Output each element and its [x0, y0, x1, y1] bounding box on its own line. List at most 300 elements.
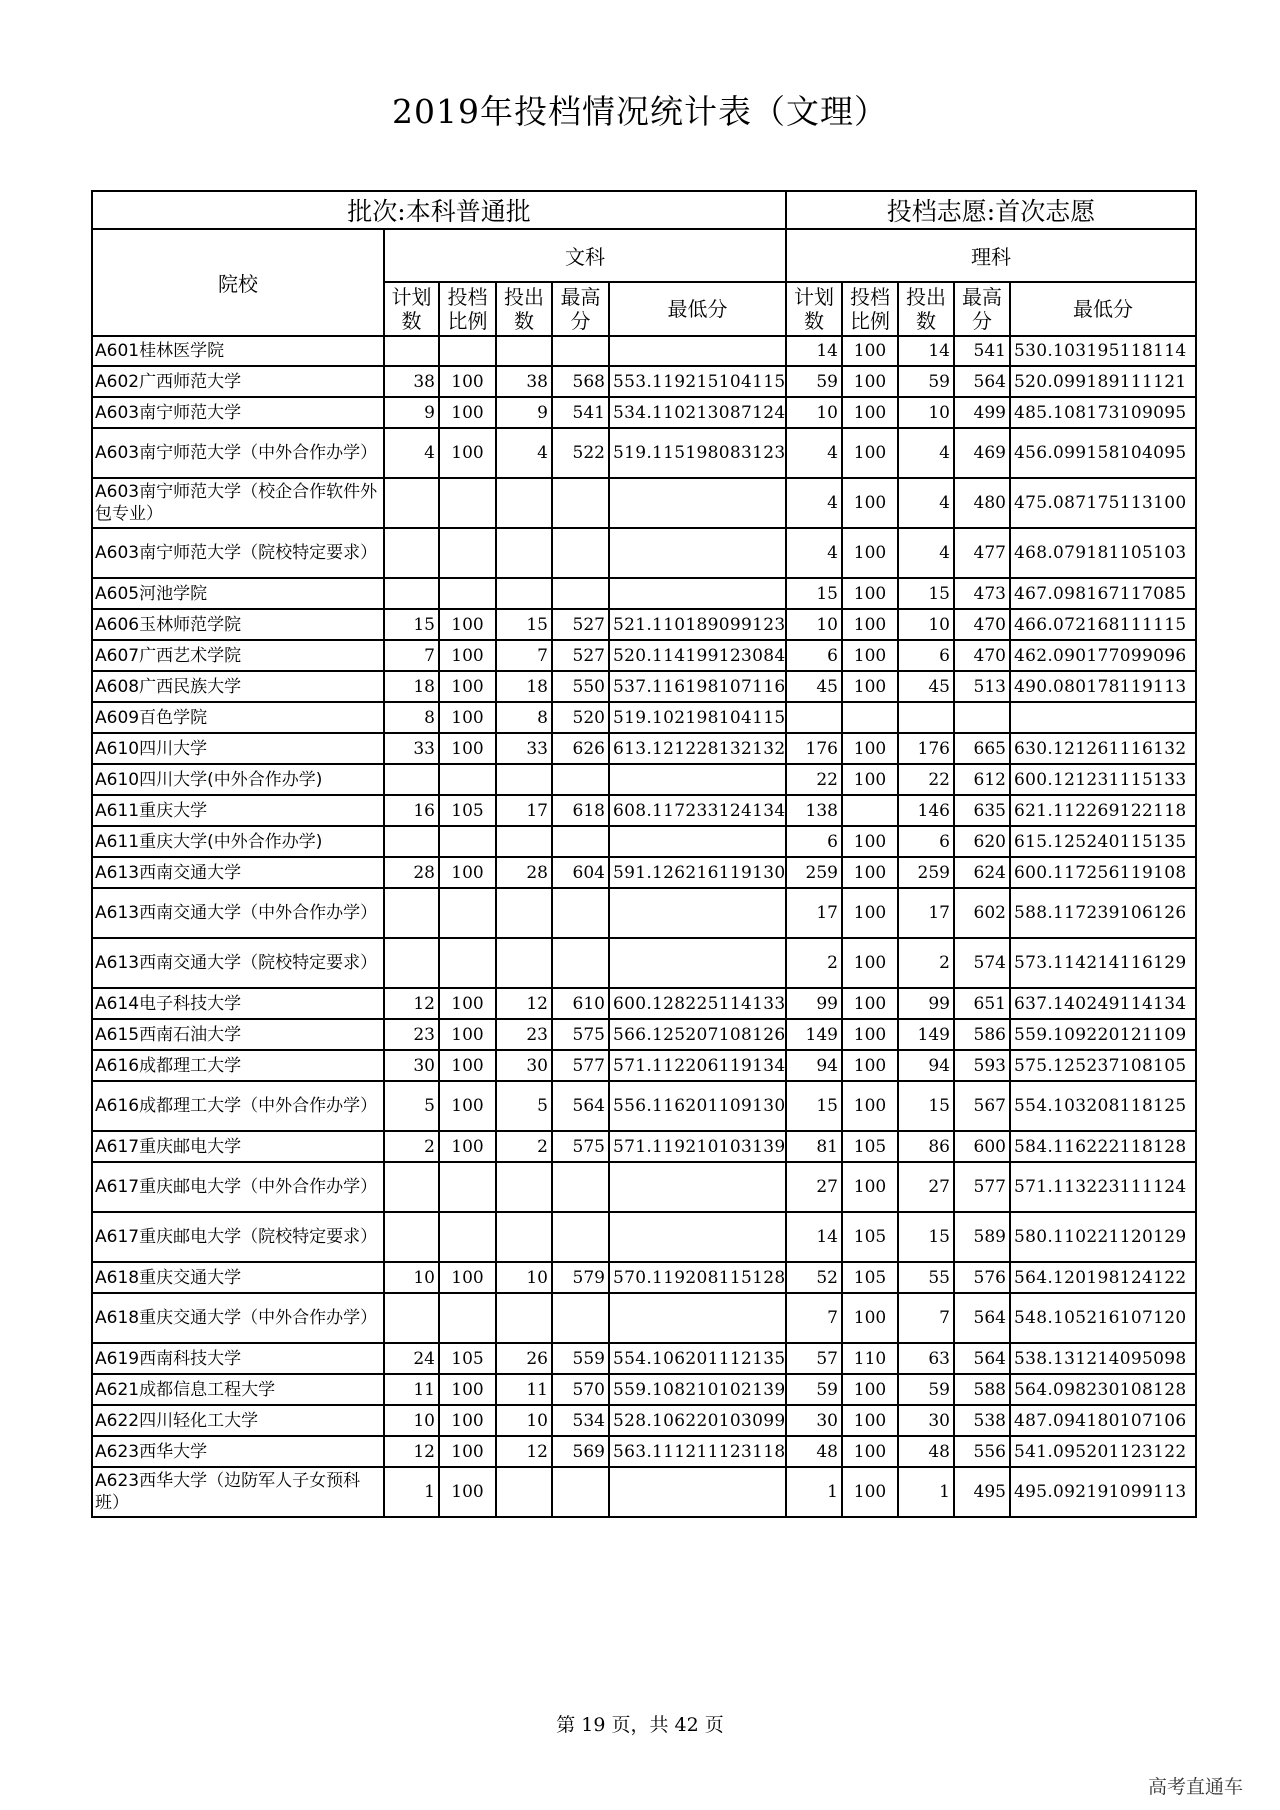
school-name: A623西华大学: [92, 1436, 384, 1467]
school-name: A616成都理工大学（中外合作办学）: [92, 1081, 384, 1131]
li-max-cell: 556: [954, 1436, 1010, 1467]
li-plan-cell: 176: [786, 733, 842, 764]
wen-plan-cell: [384, 478, 439, 528]
li-max-cell: 469: [954, 428, 1010, 478]
li-plan-cell: 4: [786, 478, 842, 528]
li-min-cell: 490.080178119113: [1010, 671, 1196, 702]
wen-min-cell: 520.114199123084: [609, 640, 786, 671]
wen-ratio-cell: 100: [439, 1467, 496, 1517]
li-out-cell: 63: [898, 1343, 954, 1374]
wen-ratio-cell: 100: [439, 1262, 496, 1293]
li-plan-cell: 30: [786, 1405, 842, 1436]
wen-max-cell: 570: [552, 1374, 609, 1405]
wen-max-cell: 575: [552, 1019, 609, 1050]
wen-max-cell: [552, 888, 609, 938]
li-min-cell: 467.098167117085: [1010, 578, 1196, 609]
table-row: [92, 1081, 1196, 1131]
wen-min-cell: 528.106220103099: [609, 1405, 786, 1436]
wen-out-cell: [496, 528, 552, 578]
table-row: [92, 640, 1196, 671]
wen-max-cell: [552, 336, 609, 366]
li-ratio-cell: 105: [842, 1131, 898, 1162]
wen-max-cell: [552, 478, 609, 528]
li-max-cell: 602: [954, 888, 1010, 938]
school-column-header: 院校: [92, 229, 384, 336]
wen-ratio-cell: 100: [439, 640, 496, 671]
li-max-cell: 538: [954, 1405, 1010, 1436]
wen-out-cell: 26: [496, 1343, 552, 1374]
school-name: A603南宁师范大学（中外合作办学）: [92, 428, 384, 478]
li-max-cell: 564: [954, 1293, 1010, 1343]
li-ratio-cell: 100: [842, 826, 898, 857]
li-min-cell: 600.117256119108: [1010, 857, 1196, 888]
li-plan-cell: 17: [786, 888, 842, 938]
school-name: A610四川大学(中外合作办学): [92, 764, 384, 795]
wen-plan-cell: [384, 938, 439, 988]
li-max-cell: 589: [954, 1212, 1010, 1262]
wen-out-cell: 7: [496, 640, 552, 671]
li-min-cell: 573.114214116129: [1010, 938, 1196, 988]
li-max-cell: 635: [954, 795, 1010, 826]
table-row: [92, 609, 1196, 640]
li-ratio-cell: 100: [842, 640, 898, 671]
table-row: [92, 528, 1196, 578]
li-max-cell: 588: [954, 1374, 1010, 1405]
li-max-cell: 470: [954, 609, 1010, 640]
wen-min-cell: 519.115198083123: [609, 428, 786, 478]
school-name: A603南宁师范大学（校企合作软件外包专业）: [92, 478, 384, 528]
li-max-cell: 513: [954, 671, 1010, 702]
wen-min-cell: [609, 578, 786, 609]
li-ratio-cell: 100: [842, 671, 898, 702]
li-min-cell: 468.079181105103: [1010, 528, 1196, 578]
li-plan-cell: 59: [786, 1374, 842, 1405]
li-min-cell: 538.131214095098: [1010, 1343, 1196, 1374]
school-name: A622四川轻化工大学: [92, 1405, 384, 1436]
wen-out-cell: [496, 336, 552, 366]
wen-max-cell: 520: [552, 702, 609, 733]
wen-plan-cell: 10: [384, 1262, 439, 1293]
table-row: [92, 795, 1196, 826]
li-ratio-cell: 105: [842, 1212, 898, 1262]
wen-max-cell: [552, 764, 609, 795]
page-footer: 第 19 页，共 42 页: [556, 1714, 724, 1736]
li-out-cell: 59: [898, 366, 954, 397]
wen-plan-cell: 24: [384, 1343, 439, 1374]
li-min-cell: 580.110221120129: [1010, 1212, 1196, 1262]
table-row: [92, 988, 1196, 1019]
wen-min-cell: [609, 764, 786, 795]
li-max-cell: 651: [954, 988, 1010, 1019]
table-row: [92, 366, 1196, 397]
wen-plan-header: 计划数: [384, 282, 439, 336]
wen-out-cell: 17: [496, 795, 552, 826]
li-ratio-cell: 100: [842, 1405, 898, 1436]
li-ratio-cell: 100: [842, 1436, 898, 1467]
wen-out-cell: [496, 1212, 552, 1262]
wen-min-cell: 571.119210103139: [609, 1131, 786, 1162]
li-max-cell: 564: [954, 366, 1010, 397]
school-name: A611重庆大学: [92, 795, 384, 826]
li-plan-cell: 10: [786, 397, 842, 428]
wen-ratio-cell: 100: [439, 988, 496, 1019]
li-plan-cell: 2: [786, 938, 842, 988]
li-ratio-cell: 100: [842, 764, 898, 795]
wen-plan-cell: 28: [384, 857, 439, 888]
school-name: A613西南交通大学（中外合作办学）: [92, 888, 384, 938]
li-plan-cell: 259: [786, 857, 842, 888]
wen-ratio-cell: 100: [439, 733, 496, 764]
li-min-cell: 559.109220121109: [1010, 1019, 1196, 1050]
wen-max-cell: 579: [552, 1262, 609, 1293]
li-max-cell: 586: [954, 1019, 1010, 1050]
li-plan-cell: 27: [786, 1162, 842, 1212]
li-min-cell: 487.094180107106: [1010, 1405, 1196, 1436]
wen-out-cell: [496, 764, 552, 795]
wen-plan-cell: [384, 528, 439, 578]
school-name: A618重庆交通大学（中外合作办学）: [92, 1293, 384, 1343]
li-plan-cell: 94: [786, 1050, 842, 1081]
li-min-cell: 554.103208118125: [1010, 1081, 1196, 1131]
wen-plan-cell: [384, 336, 439, 366]
wen-out-header: 投出数: [496, 282, 552, 336]
wen-min-cell: [609, 1212, 786, 1262]
li-out-cell: 15: [898, 578, 954, 609]
li-min-cell: 475.087175113100: [1010, 478, 1196, 528]
li-out-cell: 27: [898, 1162, 954, 1212]
school-name: A614电子科技大学: [92, 988, 384, 1019]
wen-out-cell: [496, 578, 552, 609]
wen-ratio-cell: [439, 1212, 496, 1262]
li-plan-cell: 4: [786, 428, 842, 478]
wen-plan-cell: 7: [384, 640, 439, 671]
li-ratio-cell: 100: [842, 938, 898, 988]
school-name: A610四川大学: [92, 733, 384, 764]
wen-ratio-cell: 100: [439, 671, 496, 702]
li-plan-cell: 4: [786, 528, 842, 578]
wen-max-cell: 568: [552, 366, 609, 397]
wen-plan-cell: 30: [384, 1050, 439, 1081]
school-name: A606玉林师范学院: [92, 609, 384, 640]
li-plan-cell: 99: [786, 988, 842, 1019]
wen-max-cell: [552, 1293, 609, 1343]
li-max-cell: 665: [954, 733, 1010, 764]
li-out-cell: 176: [898, 733, 954, 764]
wen-ratio-cell: 100: [439, 1019, 496, 1050]
li-out-cell: 4: [898, 478, 954, 528]
admission-table: [91, 190, 1197, 1518]
school-name: A603南宁师范大学: [92, 397, 384, 428]
wen-max-cell: 534: [552, 1405, 609, 1436]
li-max-cell: [954, 702, 1010, 733]
wen-min-cell: [609, 528, 786, 578]
table-row: [92, 428, 1196, 478]
li-min-cell: 564.098230108128: [1010, 1374, 1196, 1405]
li-ratio-cell: 100: [842, 733, 898, 764]
wen-min-cell: 553.119215104115: [609, 366, 786, 397]
volunteer-header: 投档志愿:首次志愿: [786, 191, 1196, 229]
li-max-cell: 620: [954, 826, 1010, 857]
wen-ratio-cell: [439, 1162, 496, 1212]
wen-ratio-cell: [439, 826, 496, 857]
wen-min-cell: [609, 336, 786, 366]
li-ratio-cell: 100: [842, 478, 898, 528]
wen-ratio-cell: 100: [439, 1050, 496, 1081]
wen-ratio-cell: 100: [439, 1131, 496, 1162]
li-ratio-cell: 100: [842, 609, 898, 640]
li-ratio-cell: [842, 795, 898, 826]
li-plan-cell: 14: [786, 336, 842, 366]
table-row: [92, 764, 1196, 795]
li-ratio-cell: 100: [842, 1050, 898, 1081]
batch-header: 批次:本科普通批: [92, 191, 786, 229]
li-ratio-cell: 110: [842, 1343, 898, 1374]
table-row: [92, 671, 1196, 702]
li-out-cell: 259: [898, 857, 954, 888]
wenke-group-header: 文科: [384, 229, 786, 282]
wen-ratio-cell: [439, 478, 496, 528]
wen-ratio-cell: [439, 528, 496, 578]
table-row: [92, 478, 1196, 528]
li-ratio-cell: [842, 702, 898, 733]
li-plan-cell: 6: [786, 826, 842, 857]
li-ratio-cell: 100: [842, 1081, 898, 1131]
school-name: A615西南石油大学: [92, 1019, 384, 1050]
li-min-cell: 541.095201123122: [1010, 1436, 1196, 1467]
li-out-cell: 15: [898, 1212, 954, 1262]
wen-max-cell: 575: [552, 1131, 609, 1162]
wen-out-cell: [496, 1467, 552, 1517]
table-row: [92, 1019, 1196, 1050]
li-out-cell: 7: [898, 1293, 954, 1343]
li-min-header: 最低分: [1010, 282, 1196, 336]
li-out-cell: 10: [898, 397, 954, 428]
li-ratio-cell: 100: [842, 1162, 898, 1212]
li-out-cell: 94: [898, 1050, 954, 1081]
li-out-cell: 55: [898, 1262, 954, 1293]
li-plan-header: 计划数: [786, 282, 842, 336]
wen-min-cell: 554.106201112135: [609, 1343, 786, 1374]
wen-min-cell: 556.116201109130: [609, 1081, 786, 1131]
wen-ratio-cell: 100: [439, 1405, 496, 1436]
table-row: [92, 1050, 1196, 1081]
school-name: A608广西民族大学: [92, 671, 384, 702]
wen-max-cell: 541: [552, 397, 609, 428]
wen-out-cell: [496, 1293, 552, 1343]
wen-out-cell: 4: [496, 428, 552, 478]
table-row: [92, 1162, 1196, 1212]
li-out-cell: 99: [898, 988, 954, 1019]
wen-out-cell: [496, 826, 552, 857]
li-out-cell: 2: [898, 938, 954, 988]
li-ratio-cell: 100: [842, 1019, 898, 1050]
li-out-cell: 4: [898, 528, 954, 578]
wen-plan-cell: 2: [384, 1131, 439, 1162]
wen-max-header: 最高分: [552, 282, 609, 336]
wen-ratio-cell: 100: [439, 428, 496, 478]
table-row: [92, 336, 1196, 366]
wen-plan-cell: 12: [384, 988, 439, 1019]
li-max-cell: 499: [954, 397, 1010, 428]
wen-plan-cell: 4: [384, 428, 439, 478]
li-min-cell: 615.125240115135: [1010, 826, 1196, 857]
wen-out-cell: 23: [496, 1019, 552, 1050]
li-max-header: 最高分: [954, 282, 1010, 336]
like-group-header: 理科: [786, 229, 1196, 282]
wen-out-cell: 5: [496, 1081, 552, 1131]
wen-out-cell: [496, 478, 552, 528]
wen-min-header: 最低分: [609, 282, 786, 336]
school-name: A601桂林医学院: [92, 336, 384, 366]
wen-ratio-cell: 100: [439, 1436, 496, 1467]
table-row: [92, 1343, 1196, 1374]
wen-ratio-cell: 100: [439, 366, 496, 397]
wen-max-cell: 527: [552, 609, 609, 640]
table-row: [92, 938, 1196, 988]
wen-plan-cell: [384, 888, 439, 938]
li-max-cell: 574: [954, 938, 1010, 988]
li-plan-cell: 45: [786, 671, 842, 702]
wen-min-cell: 534.110213087124: [609, 397, 786, 428]
wen-out-cell: 12: [496, 1436, 552, 1467]
li-max-cell: 600: [954, 1131, 1010, 1162]
li-max-cell: 593: [954, 1050, 1010, 1081]
li-min-cell: 462.090177099096: [1010, 640, 1196, 671]
wen-out-cell: 38: [496, 366, 552, 397]
li-ratio-cell: 100: [842, 528, 898, 578]
li-ratio-cell: 105: [842, 1262, 898, 1293]
wen-plan-cell: 1: [384, 1467, 439, 1517]
watermark: 高考直通车: [1148, 1776, 1244, 1798]
li-ratio-cell: 100: [842, 988, 898, 1019]
li-min-cell: 495.092191099113: [1010, 1467, 1196, 1517]
school-name: A605河池学院: [92, 578, 384, 609]
school-name: A613西南交通大学（院校特定要求）: [92, 938, 384, 988]
li-max-cell: 576: [954, 1262, 1010, 1293]
wen-out-cell: [496, 888, 552, 938]
li-plan-cell: 52: [786, 1262, 842, 1293]
li-plan-cell: 48: [786, 1436, 842, 1467]
wen-ratio-cell: 100: [439, 1081, 496, 1131]
table-row: [92, 826, 1196, 857]
wen-out-cell: 15: [496, 609, 552, 640]
wen-max-cell: [552, 578, 609, 609]
wen-ratio-cell: 100: [439, 857, 496, 888]
li-out-cell: 15: [898, 1081, 954, 1131]
wen-min-cell: 613.121228132132: [609, 733, 786, 764]
li-out-cell: [898, 702, 954, 733]
school-name: A617重庆邮电大学（中外合作办学）: [92, 1162, 384, 1212]
wen-ratio-cell: [439, 336, 496, 366]
wen-max-cell: 618: [552, 795, 609, 826]
wen-out-cell: 2: [496, 1131, 552, 1162]
wen-min-cell: 591.126216119130: [609, 857, 786, 888]
wen-min-cell: [609, 888, 786, 938]
wen-max-cell: 564: [552, 1081, 609, 1131]
li-plan-cell: 15: [786, 1081, 842, 1131]
li-max-cell: 564: [954, 1343, 1010, 1374]
wen-min-cell: 608.117233124134: [609, 795, 786, 826]
li-plan-cell: 1: [786, 1467, 842, 1517]
school-name: A602广西师范大学: [92, 366, 384, 397]
wen-min-cell: [609, 1467, 786, 1517]
wen-plan-cell: [384, 1293, 439, 1343]
page-title: 2019年投档情况统计表（文理）: [392, 92, 888, 131]
li-out-cell: 4: [898, 428, 954, 478]
school-name: A618重庆交通大学: [92, 1262, 384, 1293]
table-row: [92, 1212, 1196, 1262]
li-out-cell: 17: [898, 888, 954, 938]
school-name: A607广西艺术学院: [92, 640, 384, 671]
li-min-cell: 466.072168111115: [1010, 609, 1196, 640]
wen-ratio-cell: 105: [439, 795, 496, 826]
wen-min-cell: 563.111211123118: [609, 1436, 786, 1467]
table-row: [92, 1262, 1196, 1293]
wen-max-cell: 577: [552, 1050, 609, 1081]
li-out-cell: 48: [898, 1436, 954, 1467]
table-row: [92, 578, 1196, 609]
li-min-cell: 520.099189111121: [1010, 366, 1196, 397]
school-name: A617重庆邮电大学（院校特定要求）: [92, 1212, 384, 1262]
school-name: A603南宁师范大学（院校特定要求）: [92, 528, 384, 578]
wen-max-cell: [552, 1467, 609, 1517]
wen-max-cell: 610: [552, 988, 609, 1019]
wen-out-cell: 30: [496, 1050, 552, 1081]
wen-plan-cell: 8: [384, 702, 439, 733]
wen-plan-cell: [384, 764, 439, 795]
wen-plan-cell: 11: [384, 1374, 439, 1405]
li-ratio-cell: 100: [842, 428, 898, 478]
wen-min-cell: [609, 1162, 786, 1212]
li-plan-cell: 14: [786, 1212, 842, 1262]
table-row: [92, 1405, 1196, 1436]
wen-min-cell: [609, 938, 786, 988]
li-out-cell: 59: [898, 1374, 954, 1405]
table-row: [92, 1436, 1196, 1467]
li-out-cell: 149: [898, 1019, 954, 1050]
wen-max-cell: [552, 1162, 609, 1212]
li-out-cell: 1: [898, 1467, 954, 1517]
wen-out-cell: 9: [496, 397, 552, 428]
li-ratio-cell: 100: [842, 1293, 898, 1343]
li-out-cell: 30: [898, 1405, 954, 1436]
li-min-cell: 588.117239106126: [1010, 888, 1196, 938]
table-row: [92, 1374, 1196, 1405]
wen-plan-cell: 38: [384, 366, 439, 397]
wen-plan-cell: 10: [384, 1405, 439, 1436]
li-min-cell: 571.113223111124: [1010, 1162, 1196, 1212]
school-name: A623西华大学（边防军人子女预科班）: [92, 1467, 384, 1517]
li-plan-cell: 59: [786, 366, 842, 397]
li-plan-cell: 81: [786, 1131, 842, 1162]
school-name: A613西南交通大学: [92, 857, 384, 888]
wen-max-cell: 559: [552, 1343, 609, 1374]
wen-ratio-cell: [439, 888, 496, 938]
wen-ratio-cell: 105: [439, 1343, 496, 1374]
wen-min-cell: 559.108210102139: [609, 1374, 786, 1405]
li-max-cell: 473: [954, 578, 1010, 609]
li-max-cell: 541: [954, 336, 1010, 366]
wen-ratio-cell: [439, 938, 496, 988]
li-ratio-cell: 100: [842, 888, 898, 938]
li-ratio-cell: 100: [842, 336, 898, 366]
wen-max-cell: 527: [552, 640, 609, 671]
wen-plan-cell: 33: [384, 733, 439, 764]
wen-min-cell: [609, 1293, 786, 1343]
wen-out-cell: 28: [496, 857, 552, 888]
wen-out-cell: 10: [496, 1262, 552, 1293]
table-row: [92, 857, 1196, 888]
